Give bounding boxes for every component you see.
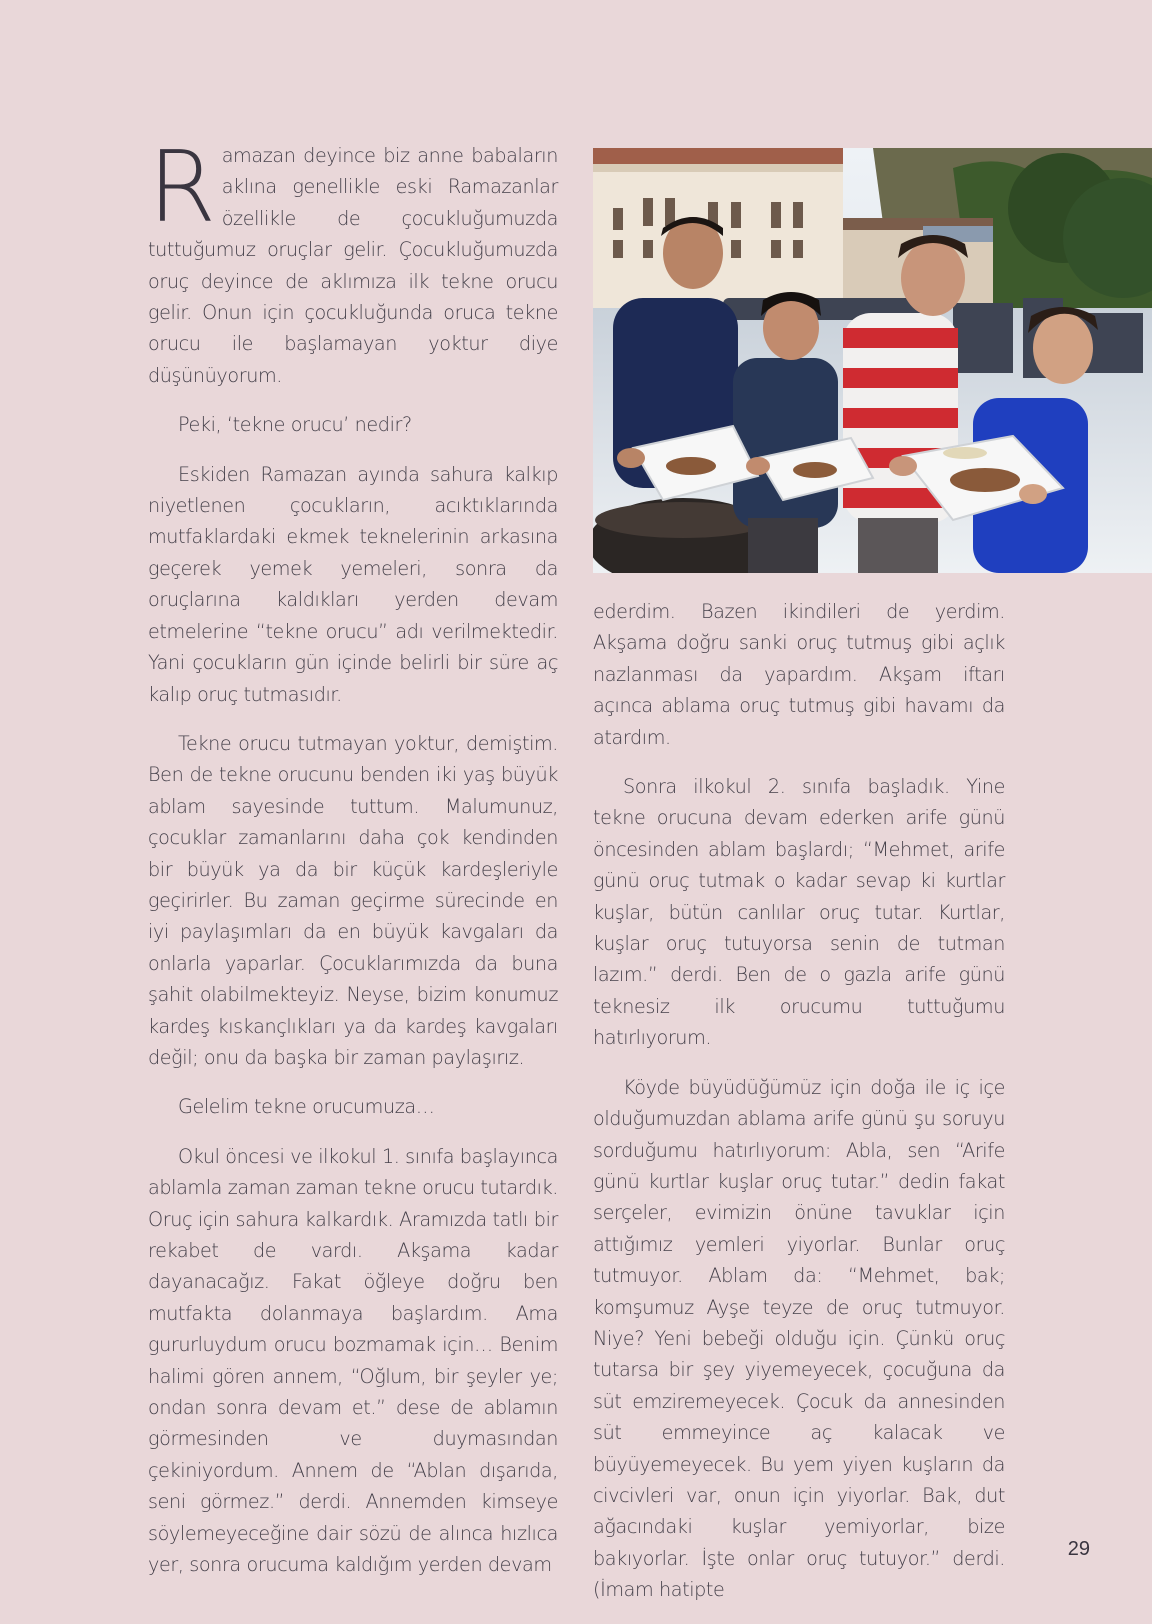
iftar-photo — [593, 148, 1152, 573]
right-text-column — [593, 596, 1005, 1624]
paragraph-7: ederdim. Bazen ikindileri de yerdim. Akşama doğru sanki oruç tutmuş gibi açlık nazlanması da yapardım. Akşam iftarı açınca ablama oruç tutmuş gibi havamı da atardım. — [593, 600, 1005, 749]
left-text-column — [148, 131, 558, 1598]
page-number: 29 — [1067, 1538, 1090, 1560]
paragraph-4: Tekne orucu tutmayan yoktur, demiştim. Ben de tekne orucunu benden iki yaş büyük ablam sayesinde tuttum. Malumunuz, çocuklar zamanlarını daha çok kendinden bir büyük ya da bir küçük kardeşleriyle geçirirler. Bu zaman geçirme sürecinde en iyi paylaşımları da en büyük kavgaları da onlarla yaparlar. Çocuklarımızda da buna şahit olabilmekteyiz. Neyse, bizim konumuz kardeş kıskançlıkları ya da kardeş kavgaları değil; onu da başka bir zaman paylaşırız. — [148, 731, 558, 1069]
paragraph-1 — [148, 131, 558, 391]
paragraph-8: Sonra ilkokul 2. sınıfa başladık. Yine tekne orucuna devam ederken arife günü öncesinden ablam başlardı; “Mehmet, arife günü oruç tutmak o kadar sevap ki kurtlar kuşlar, bütün canlılar oruç tutar. Kurtlar, kuşlar oruç tutuyorsa senin de tutman lazım.” derdi. Ben de o gazla arife günü teknesiz ilk orucumu tuttuğumu hatırlıyorum. — [593, 775, 1005, 1050]
photo-illustration — [593, 148, 1152, 573]
paragraph-6: Okul öncesi ve ilkokul 1. sınıfa başlayınca ablamla zaman zaman tekne orucu tutardık. Oruç için sahura kalkardık. Aramızda tatlı bir rekabet de vardı. Akşama kadar dayanacağız. Fakat öğleye doğru ben mutfakta dolanmaya başlardım. Ama gururluydum orucu bozmamak için… Benim halimi gören annem, “Oğlum, bir şeyler ye; ondan sonra devam et.” dese de ablamın görmesinden ve duymasından çekiniyordum. Annem de “Ablan dışarıda, seni görmez.” derdi. Annemden kimseye söylemeyeceğine dair sözü de alınca hızlıca yer, sonra orucuma kaldığım yerden devam — [148, 1144, 558, 1577]
paragraph-2: Peki, ‘tekne orucu’ nedir? — [178, 413, 412, 437]
paragraph-3: Eskiden Ramazan ayında sahura kalkıp niyetlenen çocukların, acıktıklarında mutfaklardaki ekmek teknelerinin arkasına geçerek yemek yemeleri, sonra da oruçlarına kaldıkları yerden devam etmelerine “tekne orucu” adı verilmektedir. Yani çocukların gün içinde belirli bir süre aç kalıp oruç tutmasıdır. — [148, 462, 558, 706]
paragraph-9: Köyde büyüdüğümüz için doğa ile iç içe olduğumuzdan ablama arife günü şu soruyu sorduğumu hatırlıyorum: Abla, sen “Arife günü kurtlar kuşlar oruç tutar.” dedin fakat serçeler, evimizin önüne tavuklar için attığımız yemleri yiyorlar. Bunlar oruç tutmuyor. Ablam da: “Mehmet, bak; komşumuz Ayşe teyze de oruç tutmuyor. Niye? Yeni bebeği olduğu için. Çünkü oruç tutarsa bir şey yiyemeyecek, çocuğuna da süt emziremeyecek. Çocuk da annesinden süt emmeyince aç kalacak ve büyüyemeyecek. Bu yem yiyen kuşların da civcivleri var, onun için yiyorlar. Bak, dut ağacındaki kuşlar yemiyorlar, bize bakıyorlar. İşte onlar oruç tutuyor.” derdi. (İmam hatipte — [593, 1075, 1005, 1602]
paragraph-1-text: amazan deyince biz anne babaların aklına genellikle eski Ramazanlar özellikle de çocukluğumuzda tuttuğumuz oruçlar gelir. Çocukluğumuzda oruç deyince de aklımıza ilk tekne orucu gelir. Onun için çocukluğunda oruca tekne orucu ile başlamayan yoktur diye düşünüyorum. — [148, 144, 558, 387]
drop-cap: R — [148, 131, 216, 245]
paragraph-5: Gelelim tekne orucumuza… — [178, 1095, 435, 1119]
